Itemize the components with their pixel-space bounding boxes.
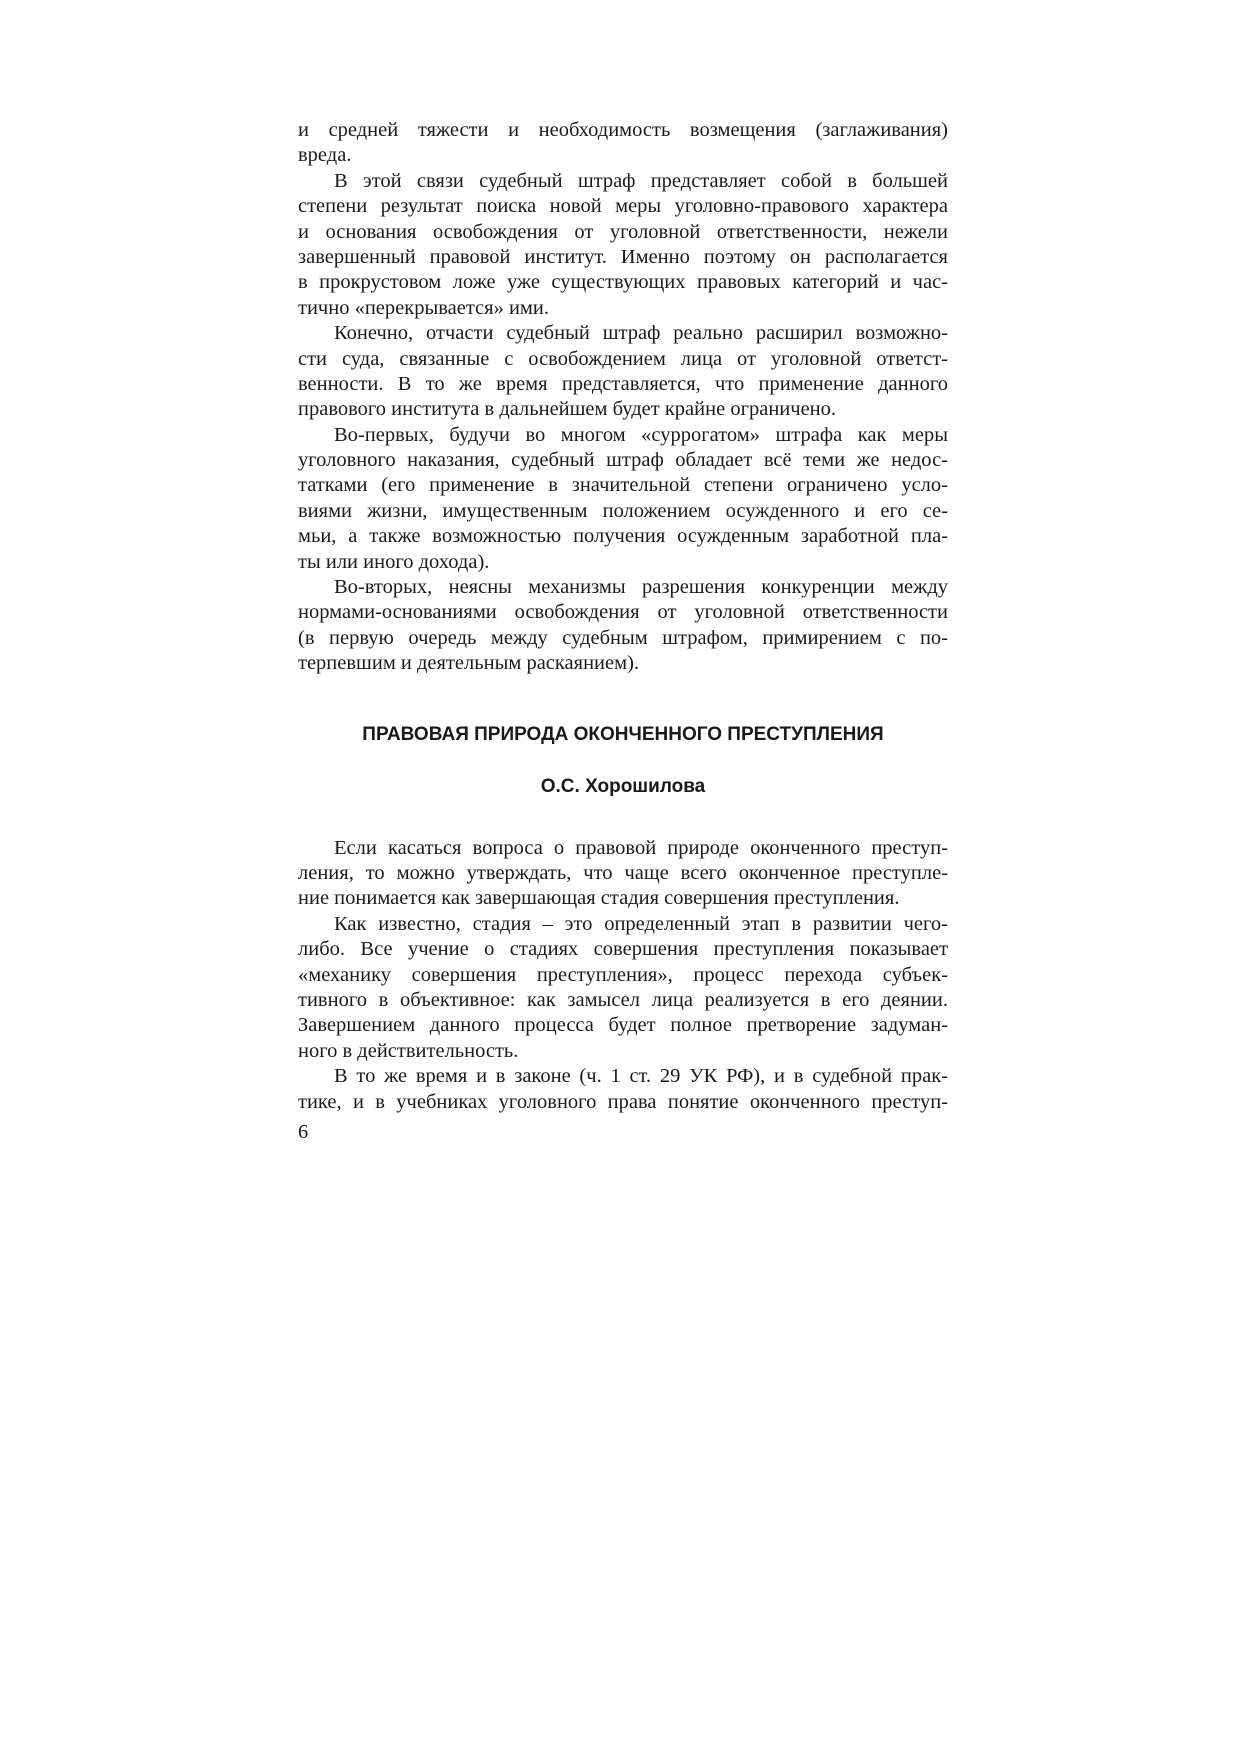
text-line: в прокрустовом ложе уже существующих правовых категорий и час- — [298, 271, 948, 294]
paragraph — [298, 423, 948, 575]
text-block-before — [298, 118, 948, 677]
text-line: венности. В то же время представляется, что применение данного — [298, 372, 948, 395]
text-line: В то же время и в законе (ч. 1 ст. 29 УК РФ), и в судебной прак- — [334, 1065, 948, 1088]
text-line: терпевшим и деятельным раскаянием). — [298, 652, 640, 675]
text-line: Во-вторых, неясны механизмы разрешения конкуренции между — [334, 576, 948, 599]
text-line: степени результат поиска новой меры уголовно-правового характера — [298, 195, 948, 218]
text-line: мьи, а также возможностью получения осужденным заработной пла- — [298, 525, 948, 548]
text-line: и основания освобождения от уголовной ответственности, нежели — [298, 220, 948, 243]
page-number: 6 — [298, 1121, 309, 1143]
text-line: Если касаться вопроса о правовой природе оконченного преступ- — [334, 836, 948, 859]
article-title: ПРАВОВАЯ ПРИРОДА ОКОНЧЕННОГО ПРЕСТУПЛЕНИЯ — [362, 723, 884, 745]
text-line: тике, и в учебниках уголовного права понятие оконченного преступ- — [298, 1090, 948, 1113]
text-line: В этой связи судебный штраф представляет собой в большей — [334, 169, 948, 192]
text-line: виями жизни, имущественным положением осужденного и его се- — [298, 499, 948, 522]
text-line: Конечно, отчасти судебный штраф реально расширил возможно- — [334, 322, 948, 345]
text-line: Как известно, стадия – это определенный этап в развитии чего- — [334, 912, 948, 935]
paragraph — [298, 912, 948, 1064]
text-line: ние понимается как завершающая стадия совершения преступления. — [298, 887, 900, 910]
article-author: О.С. Хорошилова — [540, 775, 706, 797]
text-line: Во-первых, будучи во многом «суррогатом» штрафа как меры — [334, 423, 948, 446]
text-line: ного в действительность. — [298, 1039, 519, 1062]
text-line: ты или иного дохода). — [298, 550, 490, 573]
text-line: Завершением данного процесса будет полное претворение задуман- — [298, 1014, 948, 1037]
text-block-after — [298, 836, 948, 1115]
text-line: (в первую очередь между судебным штрафом, примирением с по- — [298, 626, 948, 649]
paragraph — [298, 1064, 948, 1115]
text-line: вреда. — [298, 144, 352, 167]
paragraph — [298, 321, 948, 423]
text-line: татками (его применение в значительной степени ограничено усло- — [298, 474, 948, 497]
text-line: «механику совершения преступления», процесс перехода субъек- — [298, 963, 948, 986]
text-line: тично «перекрывается» ими. — [298, 296, 549, 319]
paragraph — [298, 118, 948, 169]
paragraph — [298, 575, 948, 677]
text-line: тивного в объективное: как замысел лица реализуется в его деянии. — [298, 988, 948, 1011]
text-line: либо. Все учение о стадиях совершения преступления показывает — [298, 938, 948, 961]
paragraph — [298, 836, 948, 912]
paragraph — [298, 169, 948, 321]
page-content — [298, 118, 948, 1115]
text-line: нормами-основаниями освобождения от уголовной ответственности — [298, 601, 948, 624]
text-line: уголовного наказания, судебный штраф обладает всё теми же недос- — [298, 449, 948, 472]
text-line: правового института в дальнейшем будет крайне ограничено. — [298, 398, 837, 421]
text-line: и средней тяжести и необходимость возмещения (заглаживания) — [298, 119, 948, 141]
text-line: завершенный правовой институт. Именно поэтому он располагается — [298, 245, 948, 268]
text-line: ления, то можно утверждать, что чаще всего оконченное преступле- — [298, 861, 948, 884]
text-line: сти суда, связанные с освобождением лица от уголовной ответст- — [298, 347, 948, 370]
